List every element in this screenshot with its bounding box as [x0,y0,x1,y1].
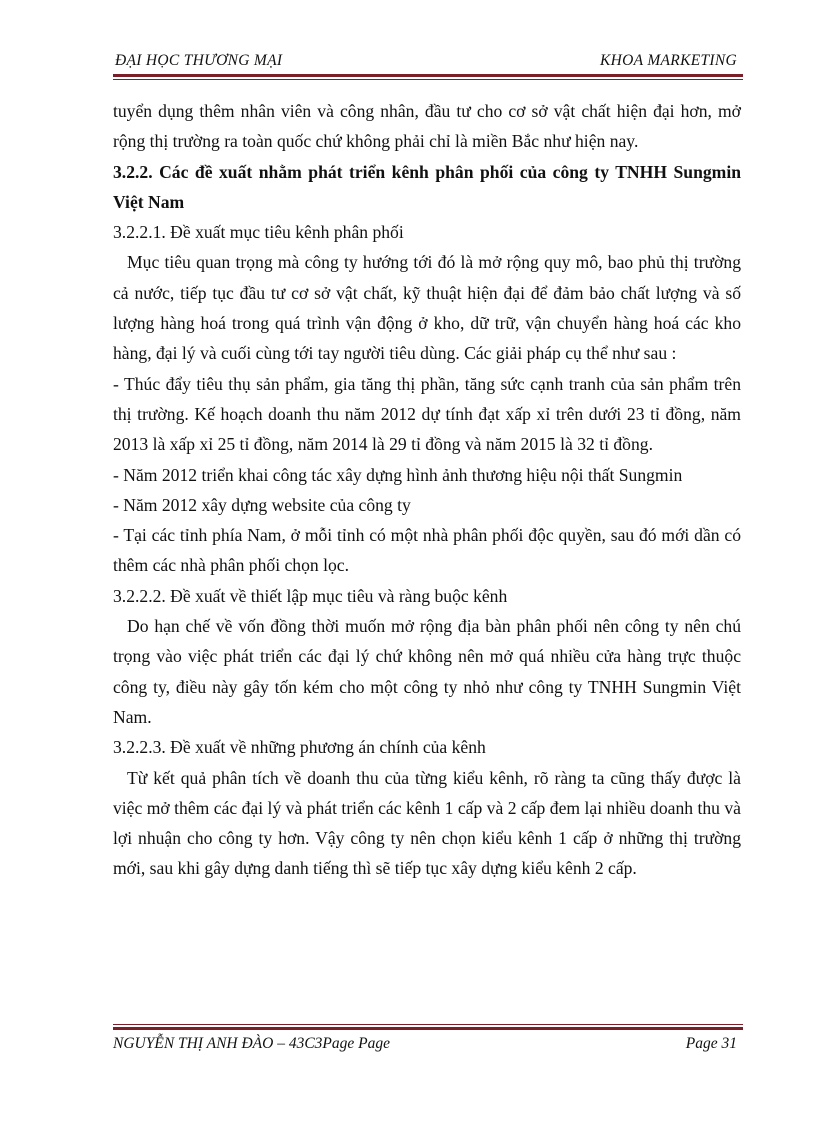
header-rule-thick [113,74,743,77]
section-heading-3-2-2-1: 3.2.2.1. Đề xuất mục tiêu kênh phân phối [113,222,404,243]
bullet-sales-plan: - Thúc đẩy tiêu thụ sản phẩm, gia tăng thị phần, tăng sức cạnh tranh của sản phẩm trên thị trường. Kế hoạch doanh thu năm 2012 dự tính đạt xấp xỉ trên dưới 23 tỉ đồng, năm 2013 là xấp xỉ 25 tỉ đồng, năm 2014 là 29 tỉ đồng và năm 2015 là 32 tỉ đồng. [113,373,741,455]
footer-page-number: Page 31 [685,1035,737,1052]
header-rule-thin [113,79,743,80]
footer-rule-thick [113,1027,743,1030]
section-heading-3-2-2: 3.2.2. Các đề xuất nhằm phát triển kênh phân phối của công ty TNHH Sungmin Việt Nam [113,161,741,212]
page-body [113,96,741,884]
footer-author: NGUYỄN THỊ ANH ĐÀO – 43C3Page Page [113,1035,390,1052]
header-faculty: KHOA MARKETING [600,52,737,69]
paragraph-continuation: tuyển dụng thêm nhân viên và công nhân, đầu tư cho cơ sở vật chất hiện đại hơn, mở rộng thị trường ra toàn quốc chứ không phải chỉ là miền Bắc như hiện nay. [113,101,741,152]
paragraph-constraints: Do hạn chế về vốn đồng thời muốn mở rộng địa bàn phân phối nên công ty nên chú trọng vào việc phát triển các đại lý chứ không nên mở quá nhiều cửa hàng trực thuộc công ty, điều này gây tốn kém cho một công ty nhỏ như công ty TNHH Sungmin Việt Nam. [113,616,741,727]
page-header [113,50,741,72]
paragraph-channel-options: Từ kết quả phân tích về doanh thu của từng kiểu kênh, rõ ràng ta cũng thấy được là việc mở thêm các đại lý và phát triển các kênh 1 cấp và 2 cấp đem lại nhiều doanh thu và lợi nhuận cho công ty hơn. Vậy công ty nên chọn kiểu kênh 1 cấp ở những thị trường mới, sau khi gây dựng danh tiếng thì sẽ tiếp tục xây dựng kiểu kênh 2 cấp. [113,767,741,879]
page-footer [113,1033,741,1055]
section-heading-3-2-2-3: 3.2.2.3. Đề xuất về những phương án chính của kênh [113,737,486,758]
bullet-website: - Năm 2012 xây dựng website của công ty [113,494,411,515]
bullet-brand-image: - Năm 2012 triển khai công tác xây dựng hình ảnh thương hiệu nội thất Sungmin [113,464,683,485]
section-heading-3-2-2-2: 3.2.2.2. Đề xuất về thiết lập mục tiêu và ràng buộc kênh [113,585,508,606]
paragraph-objectives: Mục tiêu quan trọng mà công ty hướng tới đó là mở rộng quy mô, bao phủ thị trường cả nước, tiếp tục đầu tư cơ sở vật chất, kỹ thuật hiện đại để đảm bảo chất lượng và số lượng hàng hoá trong quá trình vận động ở kho, dữ trữ, vận chuyển hàng hoá các kho hàng, đại lý và cuối cùng tới tay người tiêu dùng. Các giải pháp cụ thể như sau : [113,252,741,364]
footer-rule-thin [113,1024,743,1025]
header-university: ĐẠI HỌC THƯƠNG MẠI [115,52,283,69]
bullet-southern-distributors: - Tại các tỉnh phía Nam, ở mỗi tỉnh có một nhà phân phối độc quyền, sau đó mới dần có thêm các nhà phân phối chọn lọc. [113,525,741,576]
